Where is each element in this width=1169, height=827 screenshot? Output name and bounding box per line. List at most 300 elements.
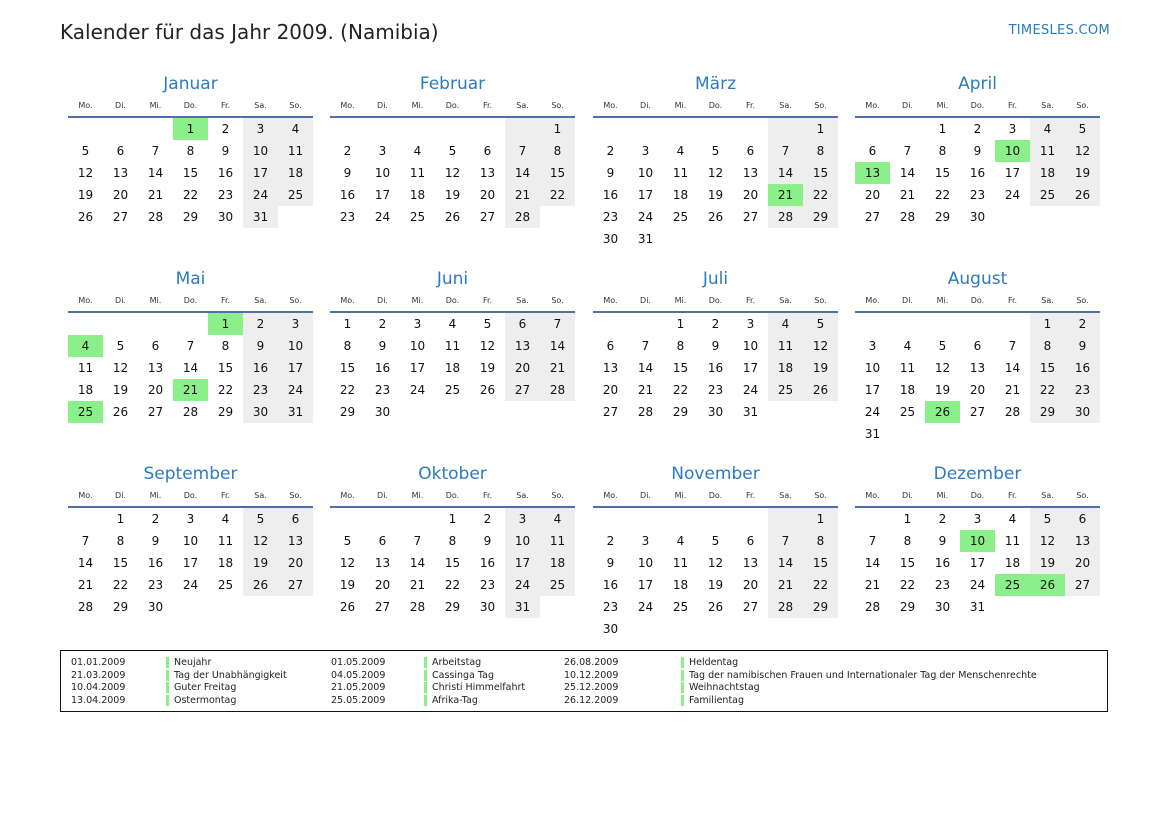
empty-day-cell <box>540 401 575 423</box>
day-cell: 7 <box>81 534 90 548</box>
day-cell: 3 <box>505 508 540 530</box>
day-cell: 24 <box>637 600 654 614</box>
legend-holiday-name: Guter Freitag <box>174 682 237 693</box>
weekday-label: So. <box>551 101 564 110</box>
legend-holiday-marker <box>166 695 169 706</box>
day-cell: 22 <box>217 383 234 397</box>
day-cell: 19 <box>934 383 951 397</box>
day-cell: 8 <box>343 339 352 353</box>
week-row <box>330 313 575 335</box>
week-row <box>330 357 575 379</box>
empty-day-cell <box>855 508 890 530</box>
day-cell: 2 <box>343 144 352 158</box>
day-cell: 25 <box>444 383 461 397</box>
day-cell: 21 <box>1004 383 1021 397</box>
empty-day-cell <box>1065 206 1100 228</box>
day-cell: 19 <box>479 361 496 375</box>
empty-day-cell <box>698 118 733 140</box>
day-cell: 9 <box>606 556 615 570</box>
day-cell: 5 <box>243 508 278 530</box>
day-cell: 8 <box>903 534 912 548</box>
weekday-label: Fr. <box>220 101 231 110</box>
weekday-label: Di. <box>377 296 388 305</box>
weekday-label: Di. <box>902 296 913 305</box>
day-cell: 19 <box>803 357 838 379</box>
day-cell: 11 <box>409 166 426 180</box>
weekday-label: Mo. <box>865 296 880 305</box>
day-cell: 18 <box>899 383 916 397</box>
day-cell: 22 <box>339 383 356 397</box>
day-cell: 17 <box>637 188 654 202</box>
day-cell: 31 <box>637 232 654 246</box>
legend-holiday-marker <box>681 670 684 681</box>
week-row <box>330 401 575 423</box>
empty-day-cell <box>103 313 138 335</box>
week-row <box>593 401 838 423</box>
weekday-label: So. <box>289 101 302 110</box>
day-cell: 29 <box>444 600 461 614</box>
day-cell: 30 <box>1065 401 1100 423</box>
page-title: Kalender für das Jahr 2009. (Namibia) <box>60 20 439 44</box>
weekday-label: Di. <box>115 491 126 500</box>
week-row <box>855 162 1100 184</box>
day-cell: 10 <box>637 556 654 570</box>
day-cell: 14 <box>864 556 881 570</box>
weekday-label: Mi. <box>149 491 162 500</box>
week-row <box>68 357 313 379</box>
day-cell: 20 <box>112 188 129 202</box>
day-cell: 9 <box>483 534 492 548</box>
day-cell: 18 <box>672 578 689 592</box>
day-cell: 10 <box>182 534 199 548</box>
weekday-header <box>330 291 575 313</box>
day-cell: 5 <box>116 339 125 353</box>
weekday-label: Mi. <box>674 296 687 305</box>
week-row <box>855 206 1100 228</box>
day-cell: 20 <box>374 578 391 592</box>
week-row <box>855 423 1100 445</box>
weekday-label: Di. <box>115 101 126 110</box>
day-cell: 12 <box>1065 140 1100 162</box>
day-cell: 28 <box>637 405 654 419</box>
legend-holiday-marker <box>166 657 169 668</box>
day-cell: 20 <box>742 188 759 202</box>
day-cell: 27 <box>278 574 313 596</box>
week-row <box>68 184 313 206</box>
legend-holiday-name: Neujahr <box>174 657 212 668</box>
day-cell: 11 <box>540 530 575 552</box>
day-cell: 14 <box>147 166 164 180</box>
legend-holiday-marker <box>166 682 169 693</box>
day-cell: 6 <box>1065 508 1100 530</box>
day-cell: 6 <box>746 144 755 158</box>
day-cell: 28 <box>768 206 803 228</box>
weekday-label: So. <box>551 491 564 500</box>
weekday-label: Do. <box>445 491 460 500</box>
empty-day-cell <box>698 618 733 640</box>
day-cell: 13 <box>505 335 540 357</box>
legend-holiday-marker <box>681 682 684 693</box>
month-oktober <box>330 462 575 618</box>
day-cell: 13 <box>278 530 313 552</box>
week-row <box>68 508 313 530</box>
empty-day-cell <box>628 313 663 335</box>
day-cell: 4 <box>676 144 685 158</box>
day-cell: 13 <box>147 361 164 375</box>
day-cell: 17 <box>374 188 391 202</box>
day-cell: 26 <box>707 600 724 614</box>
week-row <box>330 508 575 530</box>
holiday-legend <box>60 650 1108 712</box>
legend-holiday-name: Cassinga Tag <box>432 669 494 681</box>
day-cell: 1 <box>938 122 947 136</box>
day-cell: 20 <box>278 552 313 574</box>
day-cell: 23 <box>147 578 164 592</box>
day-cell: 31 <box>505 596 540 618</box>
day-cell: 29 <box>803 596 838 618</box>
day-cell: 5 <box>81 144 90 158</box>
day-cell: 6 <box>278 508 313 530</box>
weekday-label: So. <box>289 296 302 305</box>
week-row <box>593 530 838 552</box>
day-cell: 25 <box>409 210 426 224</box>
legend-date: 01.05.2009 <box>331 657 386 668</box>
day-cell: 23 <box>217 188 234 202</box>
weekday-label: Mo. <box>340 101 355 110</box>
day-cell: 28 <box>540 379 575 401</box>
empty-day-cell <box>278 206 313 228</box>
week-row <box>855 574 1100 596</box>
day-cell: 6 <box>483 144 492 158</box>
day-cell: 27 <box>742 210 759 224</box>
weekday-label: Mi. <box>149 101 162 110</box>
day-cell: 16 <box>217 166 234 180</box>
weekday-label: So. <box>551 296 564 305</box>
legend-date: 10.12.2009 <box>564 669 619 681</box>
weekday-label: Fr. <box>745 296 756 305</box>
weekday-label: Mi. <box>149 296 162 305</box>
day-cell: 4 <box>1008 512 1017 526</box>
day-cell: 3 <box>641 144 650 158</box>
day-cell: 8 <box>676 339 685 353</box>
holiday-day-cell: 10 <box>960 530 995 552</box>
week-row <box>855 184 1100 206</box>
empty-day-cell <box>68 118 103 140</box>
day-cell: 15 <box>899 556 916 570</box>
weekday-label: Do. <box>970 491 985 500</box>
legend-holiday-marker <box>424 695 427 706</box>
day-cell: 5 <box>448 144 457 158</box>
empty-day-cell <box>698 508 733 530</box>
month-name: Juli <box>702 269 729 289</box>
legend-holiday-name: Christi Himmelfahrt <box>432 682 526 693</box>
day-cell: 3 <box>278 313 313 335</box>
month-januar <box>68 72 313 228</box>
day-cell: 25 <box>540 574 575 596</box>
legend-holiday-name: Arbeitstag <box>432 657 482 668</box>
day-cell: 3 <box>186 512 195 526</box>
month-november <box>593 462 838 640</box>
weekday-label: Mi. <box>936 491 949 500</box>
day-cell: 2 <box>483 512 492 526</box>
weekday-header <box>330 486 575 508</box>
weekday-label: Sa. <box>779 491 792 500</box>
day-cell: 27 <box>1065 574 1100 596</box>
weekday-label: Di. <box>115 296 126 305</box>
day-cell: 22 <box>672 383 689 397</box>
week-row <box>593 574 838 596</box>
day-cell: 23 <box>602 600 619 614</box>
day-cell: 16 <box>602 188 619 202</box>
empty-day-cell <box>68 313 103 335</box>
day-cell: 10 <box>409 339 426 353</box>
day-cell: 2 <box>606 144 615 158</box>
day-cell: 26 <box>803 379 838 401</box>
day-cell: 4 <box>1030 118 1065 140</box>
day-cell: 28 <box>899 210 916 224</box>
day-cell: 23 <box>479 578 496 592</box>
day-cell: 18 <box>1004 556 1021 570</box>
day-cell: 17 <box>278 357 313 379</box>
day-cell: 12 <box>112 361 129 375</box>
holiday-day-cell: 26 <box>925 401 960 423</box>
legend-date: 01.01.2009 <box>71 657 126 668</box>
empty-day-cell <box>768 401 803 423</box>
day-cell: 5 <box>803 313 838 335</box>
day-cell: 15 <box>1030 357 1065 379</box>
day-cell: 7 <box>768 530 803 552</box>
day-cell: 18 <box>77 383 94 397</box>
week-row <box>68 140 313 162</box>
day-cell: 19 <box>1065 162 1100 184</box>
day-cell: 17 <box>505 552 540 574</box>
weekday-label: Fr. <box>1007 491 1018 500</box>
empty-day-cell <box>540 206 575 228</box>
week-row <box>68 118 313 140</box>
day-cell: 2 <box>221 122 230 136</box>
weekday-header <box>855 291 1100 313</box>
empty-day-cell <box>803 401 838 423</box>
empty-day-cell <box>138 118 173 140</box>
week-row <box>593 357 838 379</box>
day-cell: 28 <box>864 600 881 614</box>
legend-date: 04.05.2009 <box>331 669 386 681</box>
day-cell: 4 <box>540 508 575 530</box>
empty-day-cell <box>593 508 628 530</box>
day-cell: 26 <box>77 210 94 224</box>
site-link[interactable]: TIMESLES.COM <box>1008 23 1110 38</box>
day-cell: 10 <box>505 530 540 552</box>
empty-day-cell <box>855 118 890 140</box>
weekday-label: Di. <box>902 101 913 110</box>
day-cell: 7 <box>151 144 160 158</box>
empty-day-cell <box>470 401 505 423</box>
day-cell: 27 <box>864 210 881 224</box>
day-cell: 1 <box>540 118 575 140</box>
week-row <box>330 184 575 206</box>
weekday-label: Mo. <box>78 101 93 110</box>
empty-day-cell <box>960 313 995 335</box>
day-cell: 31 <box>742 405 759 419</box>
day-cell: 13 <box>479 166 496 180</box>
weekday-label: So. <box>814 491 827 500</box>
day-cell: 30 <box>243 401 278 423</box>
day-cell: 23 <box>602 210 619 224</box>
month-name: April <box>958 74 997 94</box>
month-name: Dezember <box>933 464 1022 484</box>
weekday-label: Do. <box>183 296 198 305</box>
day-cell: 14 <box>540 335 575 357</box>
empty-day-cell <box>733 618 768 640</box>
weekday-label: So. <box>289 491 302 500</box>
day-cell: 24 <box>742 383 759 397</box>
day-cell: 4 <box>448 317 457 331</box>
day-cell: 22 <box>540 184 575 206</box>
week-row <box>330 118 575 140</box>
weekday-header <box>68 291 313 313</box>
day-cell: 16 <box>1065 357 1100 379</box>
empty-day-cell <box>803 228 838 250</box>
day-cell: 17 <box>1004 166 1021 180</box>
weekday-label: So. <box>814 296 827 305</box>
day-cell: 4 <box>903 339 912 353</box>
day-cell: 14 <box>505 162 540 184</box>
empty-day-cell <box>960 423 995 445</box>
day-cell: 14 <box>1004 361 1021 375</box>
empty-day-cell <box>365 508 400 530</box>
weekday-label: Mi. <box>411 296 424 305</box>
day-cell: 23 <box>243 379 278 401</box>
week-row <box>593 206 838 228</box>
empty-day-cell <box>995 423 1030 445</box>
week-row <box>855 140 1100 162</box>
weekday-label: Mo. <box>603 101 618 110</box>
weekday-label: Fr. <box>482 491 493 500</box>
weekday-header <box>68 96 313 118</box>
day-cell: 27 <box>112 210 129 224</box>
holiday-day-cell: 4 <box>68 335 103 357</box>
day-cell: 31 <box>243 206 278 228</box>
day-cell: 16 <box>479 556 496 570</box>
day-cell: 17 <box>864 383 881 397</box>
day-cell: 18 <box>768 357 803 379</box>
week-row <box>68 313 313 335</box>
legend-holiday-name: Weihnachtstag <box>689 682 760 693</box>
day-cell: 15 <box>217 361 234 375</box>
day-cell: 4 <box>221 512 230 526</box>
day-cell: 1 <box>803 118 838 140</box>
day-cell: 8 <box>116 534 125 548</box>
weekday-label: Sa. <box>254 296 267 305</box>
day-cell: 9 <box>1065 335 1100 357</box>
empty-day-cell <box>505 118 540 140</box>
holiday-day-cell: 26 <box>1030 574 1065 596</box>
weekday-label: Do. <box>708 296 723 305</box>
day-cell: 6 <box>151 339 160 353</box>
week-row <box>855 508 1100 530</box>
day-cell: 16 <box>707 361 724 375</box>
empty-day-cell <box>628 508 663 530</box>
empty-day-cell <box>890 118 925 140</box>
day-cell: 12 <box>77 166 94 180</box>
day-cell: 9 <box>343 166 352 180</box>
day-cell: 28 <box>505 206 540 228</box>
day-cell: 11 <box>899 361 916 375</box>
day-cell: 3 <box>1008 122 1017 136</box>
legend-holiday-name: Tag der Unabhängigkeit <box>174 669 287 681</box>
day-cell: 17 <box>637 578 654 592</box>
empty-day-cell <box>768 228 803 250</box>
day-cell: 6 <box>973 339 982 353</box>
day-cell: 29 <box>182 210 199 224</box>
day-cell: 30 <box>969 210 986 224</box>
day-cell: 29 <box>217 405 234 419</box>
empty-day-cell <box>733 118 768 140</box>
day-cell: 15 <box>803 552 838 574</box>
weekday-label: Do. <box>970 101 985 110</box>
day-cell: 14 <box>182 361 199 375</box>
day-cell: 27 <box>479 210 496 224</box>
weekday-label: Mo. <box>603 491 618 500</box>
empty-day-cell <box>138 313 173 335</box>
day-cell: 5 <box>938 339 947 353</box>
weekday-label: Mo. <box>340 491 355 500</box>
legend-holiday-marker <box>166 670 169 681</box>
day-cell: 20 <box>147 383 164 397</box>
empty-day-cell <box>768 618 803 640</box>
empty-day-cell <box>435 401 470 423</box>
day-cell: 19 <box>707 188 724 202</box>
empty-day-cell <box>1065 596 1100 618</box>
weekday-label: So. <box>814 101 827 110</box>
day-cell: 7 <box>1008 339 1017 353</box>
day-cell: 18 <box>540 552 575 574</box>
day-cell: 12 <box>707 556 724 570</box>
legend-date: 21.03.2009 <box>71 669 126 681</box>
day-cell: 13 <box>742 556 759 570</box>
legend-date: 25.05.2009 <box>331 694 386 706</box>
day-cell: 21 <box>768 574 803 596</box>
day-cell: 8 <box>221 339 230 353</box>
day-cell: 17 <box>182 556 199 570</box>
weekday-label: Sa. <box>1041 491 1054 500</box>
weekday-label: Mi. <box>674 101 687 110</box>
weekday-label: Fr. <box>745 101 756 110</box>
day-cell: 11 <box>672 166 689 180</box>
month-name: Februar <box>419 74 486 94</box>
day-cell: 11 <box>217 534 234 548</box>
day-cell: 16 <box>602 578 619 592</box>
weekday-label: So. <box>1076 491 1089 500</box>
day-cell: 25 <box>278 184 313 206</box>
month-name: März <box>695 74 736 94</box>
day-cell: 27 <box>374 600 391 614</box>
week-row <box>68 574 313 596</box>
weekday-label: Di. <box>640 296 651 305</box>
empty-day-cell <box>768 508 803 530</box>
day-cell: 29 <box>339 405 356 419</box>
week-row <box>855 313 1100 335</box>
day-cell: 1 <box>1030 313 1065 335</box>
weekday-label: Do. <box>970 296 985 305</box>
weekday-label: Fr. <box>1007 296 1018 305</box>
weekday-label: Mi. <box>674 491 687 500</box>
weekday-label: Di. <box>377 101 388 110</box>
weekday-label: Fr. <box>482 296 493 305</box>
day-cell: 10 <box>374 166 391 180</box>
month-name: Juni <box>436 269 469 289</box>
month-name: Januar <box>163 74 218 94</box>
